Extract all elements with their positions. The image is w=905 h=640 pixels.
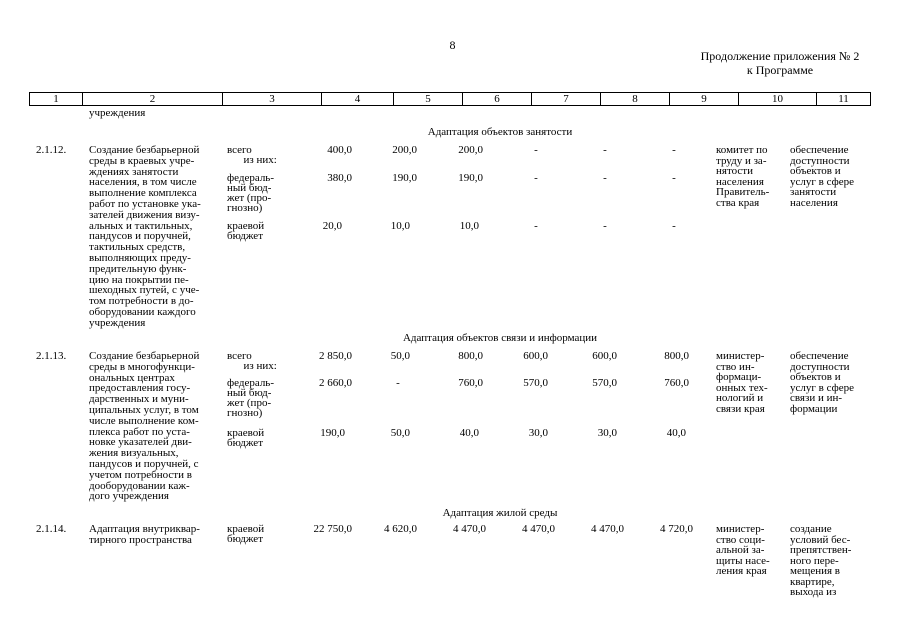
measure-name: Адаптация внутриквар- тирного пространства [89, 523, 200, 546]
header-col-11: 11 [838, 93, 849, 105]
header-col-10: 10 [772, 93, 783, 105]
header-col-6: 6 [494, 93, 500, 105]
executor: министер- ство соци- альной за- щиты насе- ления края [716, 523, 770, 577]
value-year: - [534, 172, 538, 184]
value-total: 400,0 [327, 144, 352, 156]
value-year: 40,0 [459, 427, 479, 439]
header-col-1: 1 [53, 93, 59, 105]
value-year: - [603, 172, 607, 184]
value-total: 190,0 [320, 427, 345, 439]
expected-result: обеспечение доступности объектов и услуг в сфере связи и ин- формации [790, 350, 854, 415]
section-title-housing: Адаптация жилой среды [442, 507, 558, 519]
funding-source: краевой бюджет [227, 220, 265, 242]
header-col-4: 4 [354, 93, 361, 105]
value-year: 10,0 [390, 220, 410, 232]
value-year: 40,0 [666, 427, 686, 439]
continuation-line-1: Продолжение приложения № 2 [700, 49, 860, 63]
row-code: 2.1.12. [36, 144, 67, 156]
value-total: 20,0 [322, 220, 342, 232]
value-year: 570,0 [592, 377, 617, 389]
value-year: - [396, 377, 400, 389]
value-year: - [534, 220, 538, 232]
table-header-row [29, 92, 871, 106]
value-year: - [672, 144, 676, 156]
expected-result: обеспечение доступности объектов и услуг в сфере занятости населения [790, 144, 854, 209]
expected-result: создание условий бес- препятствен- ного пере- мещения в квартире, выхода из [790, 523, 852, 598]
row-code: 2.1.14. [36, 523, 67, 535]
funding-source: краевой бюджет [227, 427, 265, 449]
value-year: 4 470,0 [591, 523, 624, 535]
value-year: - [603, 220, 607, 232]
value-total: 2 660,0 [319, 377, 352, 389]
value-year: 4 720,0 [660, 523, 693, 535]
value-year: - [672, 220, 676, 232]
value-year: 50,0 [390, 427, 410, 439]
continuation-line-2: к Программе [746, 63, 814, 77]
value-year: 200,0 [458, 144, 483, 156]
measure-name: Создание безбарьерной среды в многофункци- ональных центрах предоставления госу- дарственных и муни- ципальных услуг, в том числе выполнение ком- плекса работ по уста- новке указателей дви- жения визуальных, пандусов и поручней, с учетом потребности в дооборудовании каж- дого учреждения [89, 350, 200, 503]
value-year: 200,0 [392, 144, 417, 156]
funding-source: всего из них: [227, 144, 277, 166]
row-code: 2.1.13. [36, 350, 67, 362]
value-year: 30,0 [597, 427, 617, 439]
continuation-note [680, 49, 880, 77]
section-title-communications: Адаптация объектов связи и информации [402, 332, 598, 344]
header-col-2: 2 [149, 93, 156, 105]
page-number: 8 [449, 38, 456, 52]
executor: министер- ство ин- формаци- онных тех- нологий и связи края [716, 350, 768, 415]
value-year: 600,0 [592, 350, 617, 362]
value-total: 380,0 [327, 172, 352, 184]
previous-row-tail: учреждения [89, 107, 146, 119]
value-year: 190,0 [458, 172, 483, 184]
value-year: 50,0 [390, 350, 410, 362]
value-year: 4 620,0 [384, 523, 417, 535]
funding-source: федераль- ный бюд- жет (про- гнозно) [227, 172, 274, 214]
value-year: - [534, 144, 538, 156]
value-year: 760,0 [458, 377, 483, 389]
value-year: 800,0 [664, 350, 689, 362]
funding-source: всего из них: [227, 350, 277, 372]
value-year: 30,0 [528, 427, 548, 439]
header-col-3: 3 [269, 93, 275, 105]
header-col-5: 5 [425, 93, 431, 105]
value-year: - [603, 144, 607, 156]
value-year: 4 470,0 [522, 523, 555, 535]
section-title-employment: Адаптация объектов занятости [427, 126, 573, 138]
measure-name: Создание безбарьерной среды в краевых учре- ждениях занятости населения, в том числе выполнение комплекса работ по установке ука- зателей движения визу- альных и тактильных, пандусов и поручней, тактильных средств, выполняющих преду- предительную функ- цию на покрытии пе- шеходных путей, с уче- том потребности в до- оборудовании каждого учреждения [89, 144, 201, 329]
header-col-7: 7 [563, 93, 569, 105]
funding-source: краевой бюджет [227, 523, 265, 545]
header-col-9: 9 [701, 93, 707, 105]
executor: комитет по труду и за- нятости населения Правитель- ства края [716, 144, 770, 209]
header-col-8: 8 [632, 93, 638, 105]
value-year: - [672, 172, 676, 184]
value-total: 22 750,0 [313, 523, 352, 535]
value-year: 190,0 [392, 172, 417, 184]
funding-source: федераль- ный бюд- жет (про- гнозно) [227, 377, 274, 419]
value-year: 570,0 [523, 377, 548, 389]
value-year: 800,0 [458, 350, 483, 362]
value-year: 760,0 [664, 377, 689, 389]
value-year: 600,0 [523, 350, 548, 362]
value-total: 2 850,0 [319, 350, 352, 362]
value-year: 4 470,0 [453, 523, 486, 535]
value-year: 10,0 [459, 220, 479, 232]
